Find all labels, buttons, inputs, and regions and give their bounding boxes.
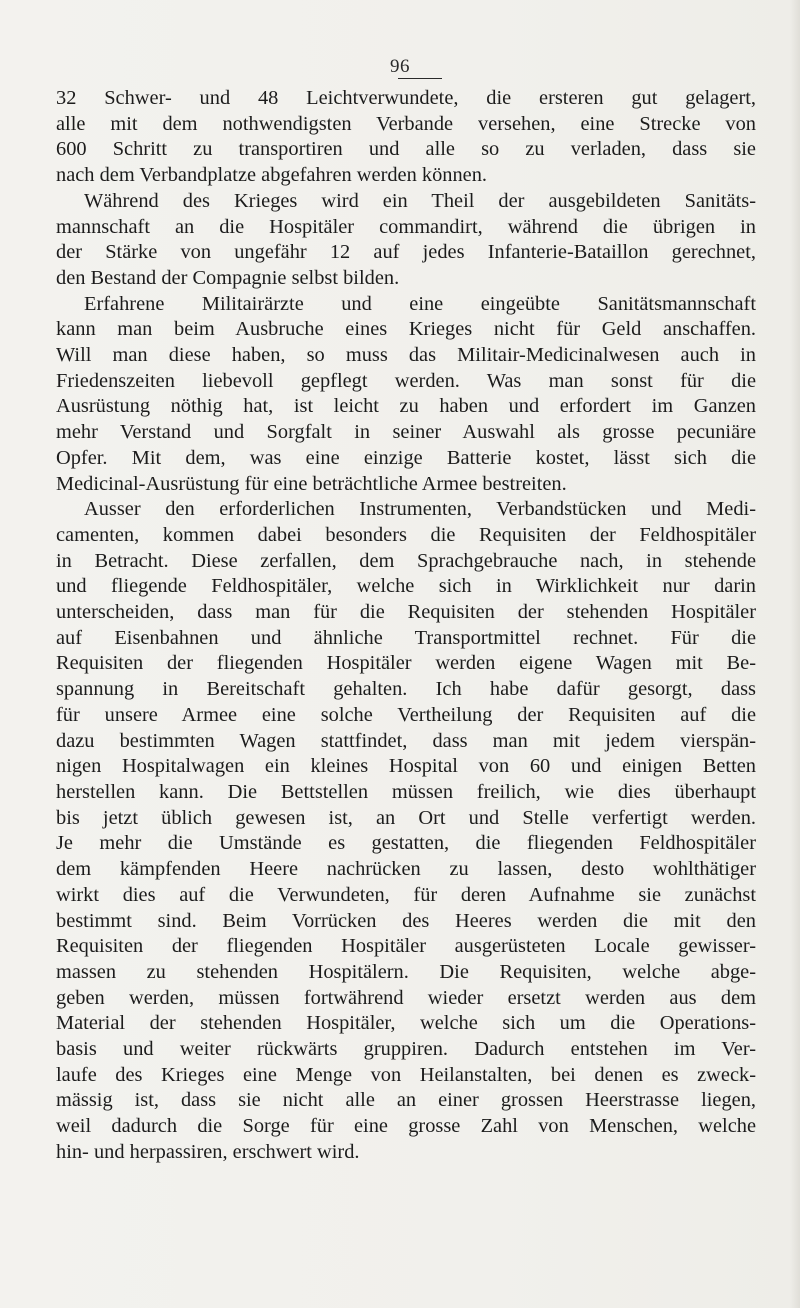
text-line: Erfahrene Militairärzte und eine eingeübte Sanitätsmannschaft [84,292,756,315]
text-line: nigen Hospitalwagen ein kleines Hospital von 60 und einigen Betten [56,755,756,778]
text-line: massen zu stehenden Hospitälern. Die Requisiten, welche abge- [56,960,756,983]
page-edge-shadow [790,0,800,1308]
paragraph-4 [56,497,756,1165]
text-line: alle mit dem nothwendigsten Verbande versehen, eine Strecke von [56,112,756,135]
text-line: herstellen kann. Die Bettstellen müssen freilich, wie dies überhaupt [56,780,756,803]
text-line: camenten, kommen dabei besonders die Requisiten der Feldhospitäler [56,523,756,546]
text-line: dem kämpfenden Heere nachrücken zu lassen, desto wohlthätiger [56,858,756,881]
text-line: mässig ist, dass sie nicht alle an einer grossen Heerstrasse liegen, [56,1089,756,1112]
text-line: mannschaft an die Hospitäler commandirt, während die übrigen in [56,215,756,238]
text-line: Ausser den erforderlichen Instrumenten, Verbandstücken und Medi- [84,498,756,521]
text-line: und fliegende Feldhospitäler, welche sich in Wirklichkeit nur darin [56,575,756,598]
text-line: bis jetzt üblich gewesen ist, an Ort und Stelle verfertigt werden. [56,806,756,829]
text-line: Friedenszeiten liebevoll gepflegt werden. Was man sonst für die [56,369,756,392]
text-line: in Betracht. Diese zerfallen, dem Sprachgebrauche nach, in stehende [56,549,756,572]
text-line: weil dadurch die Sorge für eine grosse Zahl von Menschen, welche [56,1115,756,1138]
text-line: Requisiten der fliegenden Hospitäler ausgerüsteten Locale gewisser- [56,935,756,958]
text-line: Während des Krieges wird ein Theil der ausgebildeten Sanitäts- [84,189,756,212]
text-line: unterscheiden, dass man für die Requisiten der stehenden Hospitäler [56,601,756,624]
text-line: für unsere Armee eine solche Vertheilung der Requisiten auf die [56,703,756,726]
text-line: dazu bestimmten Wagen stattfindet, dass man mit jedem vierspän- [56,729,756,752]
text-line: laufe des Krieges eine Menge von Heilanstalten, bei denen es zweck- [56,1063,756,1086]
text-line: hin- und herpassiren, erschwert wird. [56,1140,360,1163]
text-line: geben werden, müssen fortwährend wieder ersetzt werden aus dem [56,986,756,1009]
text-line: Material der stehenden Hospitäler, welche sich um die Operations- [56,1012,756,1035]
text-line: Ausrüstung nöthig hat, ist leicht zu haben und erfordert im Ganzen [56,395,756,418]
text-line: mehr Verstand und Sorgfalt in seiner Auswahl als grosse pecuniäre [56,421,756,444]
text-line: spannung in Bereitschaft gehalten. Ich habe dafür gesorgt, dass [56,678,756,701]
text-line: Opfer. Mit dem, was eine einzige Batterie kostet, lässt sich die [56,446,756,469]
page-number-underline [398,78,442,79]
paragraph-1 [56,86,756,189]
text-line: Will man diese haben, so muss das Militair-Medicinalwesen auch in [56,344,756,367]
body-text [56,86,756,1166]
text-line: bestimmt sind. Beim Vorrücken des Heeres werden die mit den [56,909,756,932]
text-line: 600 Schritt zu transportiren und alle so zu verladen, dass sie [56,138,756,161]
text-line: Medicinal-Ausrüstung für eine beträchtliche Armee bestreiten. [56,472,567,495]
paragraph-2 [56,189,756,292]
text-line: 32 Schwer- und 48 Leichtverwundete, die ersteren gut gelagert, [56,87,756,109]
text-line: der Stärke von ungefähr 12 auf jedes Infanterie-Bataillon gerechnet, [56,241,756,264]
text-line: kann man beim Ausbruche eines Krieges nicht für Geld anschaffen. [56,318,756,341]
text-line: nach dem Verbandplatze abgefahren werden können. [56,164,488,187]
text-line: wirkt dies auf die Verwundeten, für deren Aufnahme sie zunächst [56,883,756,906]
text-line: basis und weiter rückwärts gruppiren. Dadurch entstehen im Ver- [56,1038,756,1061]
paragraph-3 [56,292,756,498]
text-line: auf Eisenbahnen und ähnliche Transportmittel rechnet. Für die [56,626,756,649]
page-number: 96 [390,56,410,77]
text-line: Requisiten der fliegenden Hospitäler werden eigene Wagen mit Be- [56,652,756,675]
text-line: Je mehr die Umstände es gestatten, die fliegenden Feldhospitäler [56,832,756,855]
text-line: den Bestand der Compagnie selbst bilden. [56,266,400,289]
